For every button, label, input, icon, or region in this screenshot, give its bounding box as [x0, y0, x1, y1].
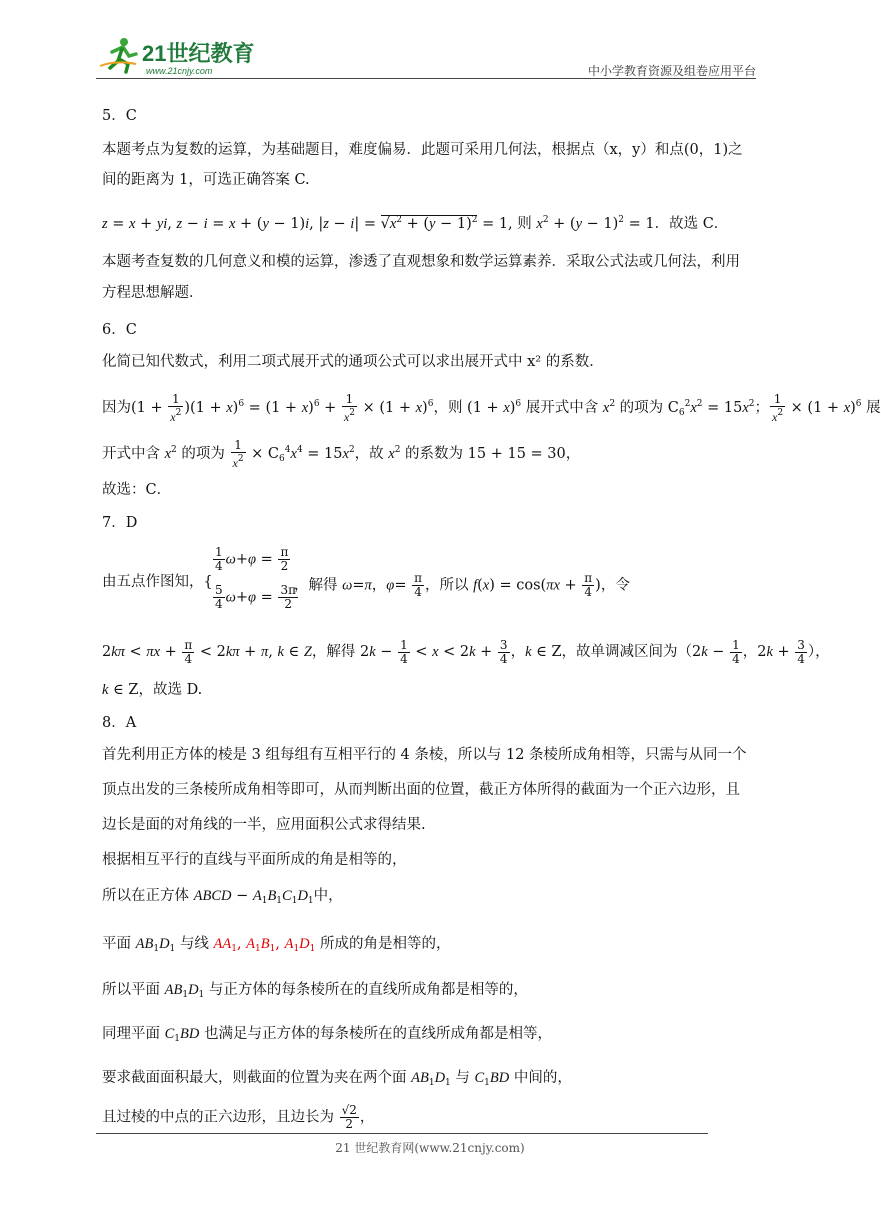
q6-title: 6．C — [102, 322, 137, 338]
q6-text-3: 开式中含 $x^2$ 的项为 $\frac{1}{x^2}$ × $C_6^4x^4 = 15x^2$，故 $x^2$ 的系数为 15 + 15 = 30， — [102, 437, 581, 470]
svg-text:21世纪教育: 21世纪教育 — [142, 41, 255, 66]
q7-title: 7．D — [102, 515, 138, 531]
q8-text-4: 根据相互平行的直线与平面所成的角是相等的， — [102, 852, 407, 868]
svg-text:www.21cnjy.com: www.21cnjy.com — [146, 66, 213, 76]
q6-text-1: 化简已知代数式，利用二项式展开式的通项公式可以求出展开式中 x² 的系数． — [102, 354, 604, 370]
q8-text-9: 要求截面面积最大，则截面的位置为夹在两个面 $AB_1D_1$ 与 $C_1BD$ 中间的， — [102, 1070, 572, 1088]
q5-title: 5．C — [102, 108, 137, 124]
q5-text-1a: 本题考点为复数的运算，为基础题目，难度偏易．此题可采用几何法，根据点（x，y）和点(0，1)之 — [102, 142, 743, 158]
q8-title: 8．A — [102, 715, 137, 731]
q8-text-10: 且过棱的中点的正六边形，且边长为 $\frac{√2}{2}$ ， — [102, 1103, 375, 1131]
q8-text-2: 顶点出发的三条棱所成角相等即可，从而判断出面的位置，截正方体所得的截面为一个正六边形，且 — [102, 782, 740, 798]
header-platform-text: 中小学教育资源及组卷应用平台 — [587, 64, 756, 78]
q8-text-7: 所以平面 $AB_1D_1$ 与正方体的每条棱所在的直线所成角都是相等的， — [102, 982, 528, 1000]
runner-icon — [100, 38, 136, 72]
q5-text-1b: 间的距离为 1，可选正确答案 C. — [102, 172, 310, 188]
q6-text-2: 因为(1 + $\frac{1}{x^2}$ )$(1 + x)^6 = (1 + x)^6$ + $\frac{1}{x^2}$ × $(1 + x)^6$，则 $(1 + x)^6$ 展开式中含 $x^2$ 的项为 $C_6^2x^2 = 15x^2$； $\frac{1}{x^2}$ × $(1 + x)^6$ 展 — [102, 391, 881, 424]
header-rule — [96, 78, 756, 79]
q7-text-3: k ∈ Z，故选 D. — [102, 682, 203, 698]
q5-equation: z = x + yi, z − i = x + (y − 1)i, $|z - i| = √x^2 + (y - 1)^2 = 1$, 则 $x^2 + (y - 1)^2 = 1$．故选 C． — [102, 215, 729, 232]
footer-text: 21 世纪教育网(www.21cnjy.com) — [335, 1141, 525, 1155]
footer-rule — [96, 1133, 708, 1134]
q5-text-2a: 本题考查复数的几何意义和模的运算，渗透了直观想象和数学运算素养．采取公式法或几何法，利用 — [102, 254, 740, 270]
q5-text-2b: 方程思想解题． — [102, 285, 204, 301]
q7-text-2: 2kπ < πx + $\frac{\pi}{4}$ < 2kπ + π, k ∈ Z，解得 2k − $\frac{1}{4}$ < x < 2k + $\frac{3}{4}$ ，k ∈ Z，故单调减区间为（2k − $\frac{1}{4}$ ，2k + $\frac{3}{4}$ ）， — [102, 637, 830, 666]
q6-text-4: 故选：C． — [102, 482, 172, 498]
q8-text-5: 所以在正方体 ABCD − $A_1B_1C_1D_1$中， — [102, 888, 343, 906]
q8-text-3: 边长是面的对角线的一半，应用面积公式求得结果. — [102, 817, 426, 833]
q8-text-1: 首先利用正方体的棱是 3 组每组有互相平行的 4 条棱，所以与 12 条棱所成角相等，只需与从同一个 — [102, 747, 747, 763]
site-logo — [96, 34, 256, 78]
q8-text-8: 同理平面 $C_1BD$ 也满足与正方体的每条棱所在的直线所成角都是相等， — [102, 1026, 552, 1044]
q8-text-6: 平面 $AB_1D_1$ 与线 $AA_1$, $A_1B_1$, $A_1D_1$ 所成的角是相等的， — [102, 936, 451, 954]
